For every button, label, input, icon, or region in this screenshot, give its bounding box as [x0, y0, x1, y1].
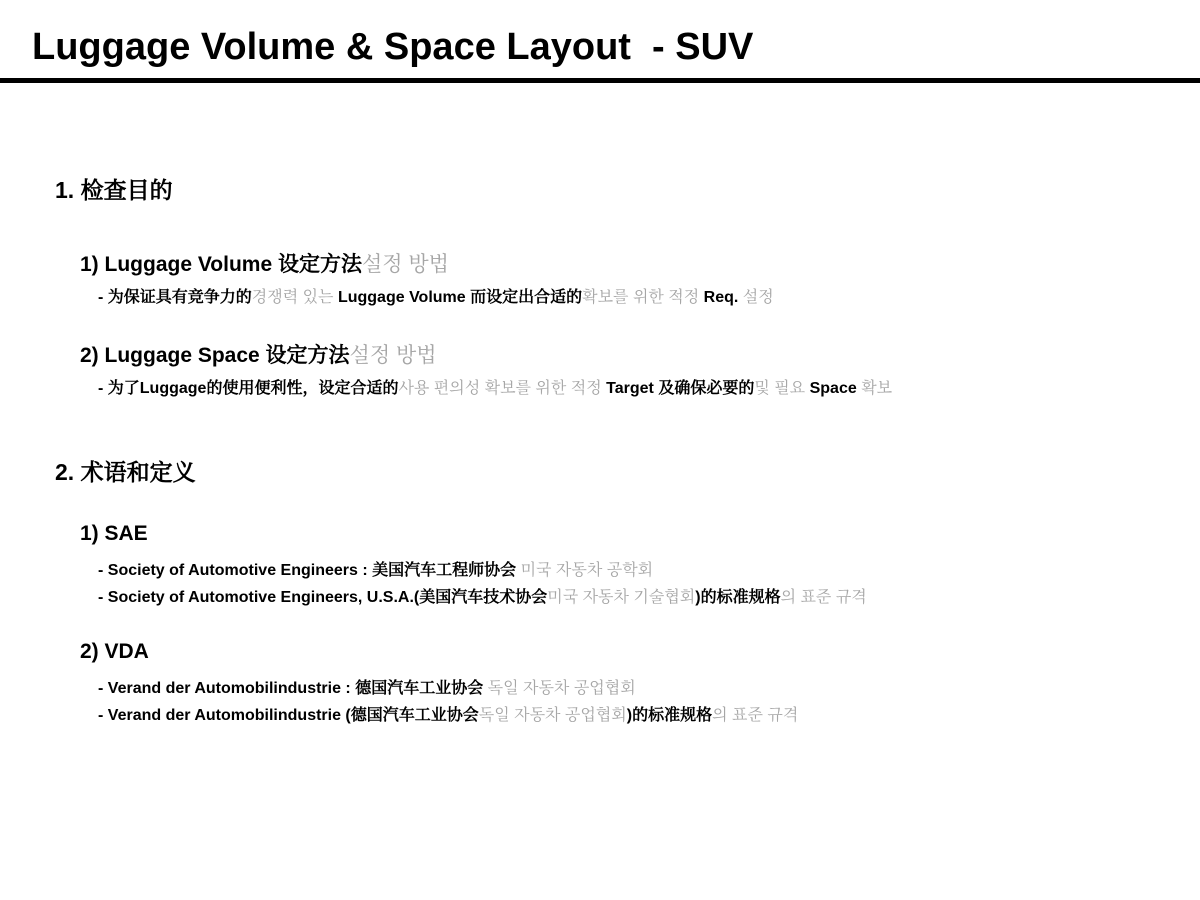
section-2-item-2-line-1	[98, 675, 636, 698]
text-segment: )的标准规格	[626, 707, 713, 724]
text-segment: 의 표준 규격	[712, 707, 799, 724]
section-2-item-1-line-2	[98, 584, 867, 607]
text-segment: - 为保证具有竞争力的	[98, 289, 252, 306]
section-1-item-2-heading-ko: 설정 방법	[349, 344, 437, 367]
text-segment: Req.	[703, 289, 743, 306]
text-segment: 독일 자동차 공업협회	[487, 680, 636, 697]
section-2-item-1-line-1	[98, 557, 653, 580]
text-segment: 의 표준 규격	[780, 589, 867, 606]
text-segment: 미국 자동차 공학회	[520, 562, 654, 579]
text-segment: Target 及确保必要的	[606, 380, 755, 397]
text-segment: 독일 자동차 공업협회	[478, 707, 627, 724]
text-segment: Luggage Volume 而设定出合适的	[337, 289, 583, 306]
section-2-item-2-heading: 2) VDA	[80, 640, 149, 663]
section-1-item-1-desc	[98, 284, 774, 307]
text-segment: - Verand der Automobilindustrie (德国汽车工业协会	[98, 707, 479, 724]
text-segment: 및 필요	[754, 380, 810, 397]
section-1-item-1-heading-text: 1) Luggage Volume 设定方法	[80, 253, 362, 276]
text-segment: - Verand der Automobilindustrie : 德国汽车工业协会	[98, 680, 488, 697]
section-1-item-2-heading-text: 2) Luggage Space 设定方法	[80, 344, 350, 367]
text-segment: 설정	[742, 289, 774, 306]
section-2-item-2-line-2	[98, 702, 798, 725]
section-1-heading: 1. 检查目的	[55, 177, 173, 203]
text-segment: 확보	[861, 380, 893, 397]
section-1-item-2-heading	[80, 339, 437, 369]
text-segment: - Society of Automotive Engineers : 美国汽车工程师协会	[98, 562, 521, 579]
text-segment: )的标准规格	[695, 589, 781, 606]
text-segment: Space	[809, 380, 862, 397]
section-1-item-1-heading-ko: 설정 방법	[361, 253, 449, 276]
text-segment: 경쟁력 있는	[251, 289, 338, 306]
text-segment: - Society of Automotive Engineers, U.S.A.(美国汽车技术协会	[98, 589, 548, 606]
section-2-item-1-heading: 1) SAE	[80, 522, 148, 545]
text-segment: 확보를 위한 적정	[582, 289, 704, 306]
text-segment: - 为了Luggage的使用便利性，设定合适的	[98, 380, 399, 397]
section-1-item-2-desc	[98, 375, 892, 398]
section-1-item-1-heading	[80, 248, 449, 278]
text-segment: 사용 편의성 확보를 위한 적정	[398, 380, 607, 397]
text-segment: 미국 자동차 기술협회	[547, 589, 696, 606]
title-divider	[0, 78, 1200, 83]
section-2-heading: 2. 术语和定义	[55, 459, 196, 485]
page-title: Luggage Volume & Space Layout - SUV	[32, 26, 754, 68]
